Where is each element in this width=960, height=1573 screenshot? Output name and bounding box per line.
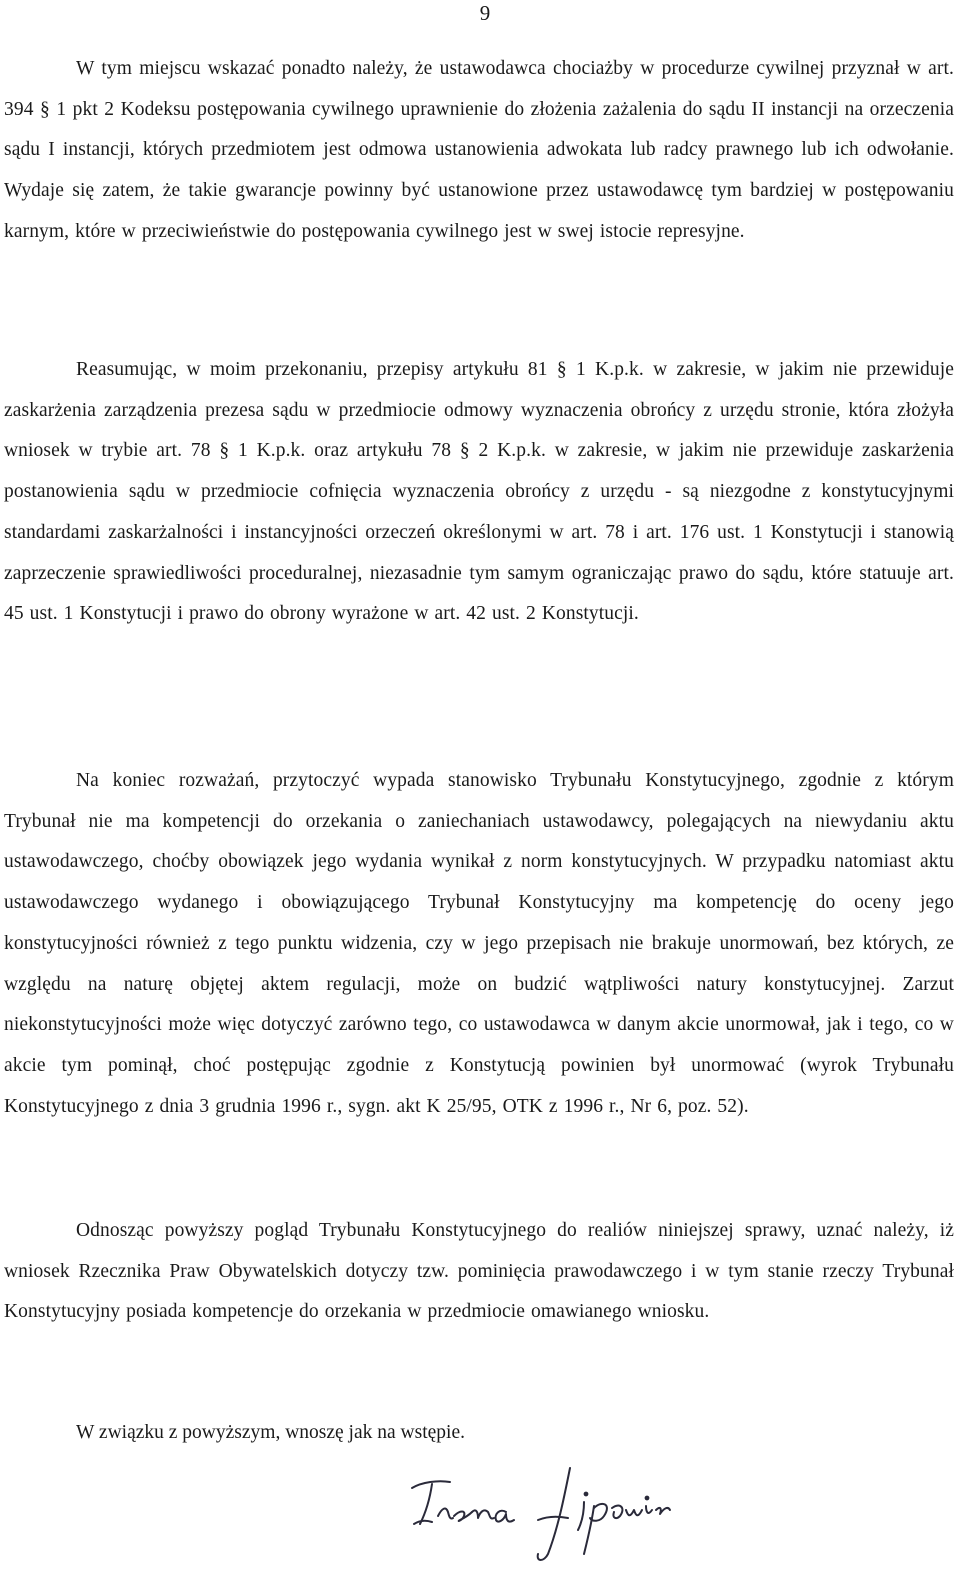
paragraph-1: W tym miejscu wskazać ponadto należy, że ustawodawca chociażby w procedurze cywilnej przyznał w art. 394 § 1 pkt 2 Kodeksu postępowania cywilnego uprawnienie do złożenia zażalenia do sądu II instancji na orzeczenia sądu I instancji, których przedmiotem jest odmowa ustanowienia adwokata lub radcy prawnego lub ich odwołanie. Wydaje się zatem, że takie gwarancje powinny być ustanowione przez ustawodawcę tym bardziej w postępowaniu karnym, które w przeciwieństwie do postępowania cywilnego jest w swej istocie represyjne. <box>4 58 954 242</box>
closing-statement: W związku z powyższym, wnoszę jak na wstępie. <box>76 1422 465 1443</box>
paragraph-2: Reasumując, w moim przekonaniu, przepisy artykułu 81 § 1 K.p.k. w zakresie, w jakim nie przewiduje zaskarżenia zarządzenia prezesa sądu w przedmiocie odmowy wyznaczenia obrońcy z urzędu stronie, która złożyła wniosek w trybie art. 78 § 1 K.p.k. oraz artykułu 78 § 2 K.p.k. w zakresie, w jakim nie przewiduje zaskarżenia postanowienia sądu w przedmiocie cofnięcia wyznaczenia obrońcy z urzędu - są niezgodne z konstytucyjnymi standardami zaskarżalności i instancyjności orzeczeń określonymi w art. 78 i art. 176 ust. 1 Konstytucji i stanowią zaprzeczenie sprawiedliwości proceduralnej, niezasadnie tym samym ograniczając prawo do sądu, które statuuje art. 45 ust. 1 Konstytucji i prawo do obrony wyrażone w art. 42 ust. 2 Konstytucji. <box>4 359 954 625</box>
handwritten-signature <box>398 1458 698 1568</box>
page-number: 9 <box>479 1 491 25</box>
paragraph-3: Na koniec rozważań, przytoczyć wypada stanowisko Trybunału Konstytucyjnego, zgodnie z którym Trybunał nie ma kompetencji do orzekania o zaniechaniach ustawodawcy, polegających na niewydaniu aktu ustawodawczego, choćby obowiązek jego wydania wynikał z norm konstytucyjnych. W przypadku natomiast aktu ustawodawczego wydanego i obowiązującego Trybunał Konstytucyjny ma kompetencję do oceny jego konstytucyjności również z tego punktu widzenia, czy w jego przepisach nie brakuje unormowań, bez których, ze względu na naturę objętej aktem regulacji, może on budzić wątpliwości natury konstytucyjnej. Zarzut niekonstytucyjności może więc dotyczyć zarówno tego, co ustawodawca w danym akcie unormował, jak i tego, co w akcie tym pominął, choć postępując zgodnie z Konstytucją powinien był unormować (wyrok Trybunału Konstytucyjnego z dnia 3 grudnia 1996 r., sygn. akt K 25/95, OTK z 1996 r., Nr 6, poz. 52). <box>4 770 954 1117</box>
paragraph-4: Odnosząc powyższy pogląd Trybunału Konstytucyjnego do realiów niniejszej sprawy, uznać należy, iż wniosek Rzecznika Praw Obywatelskich dotyczy tzw. pominięcia prawodawczego i w tym stanie rzeczy Trybunał Konstytucyjny posiada kompetencje do orzekania w przedmiocie omawianego wniosku. <box>4 1220 954 1323</box>
